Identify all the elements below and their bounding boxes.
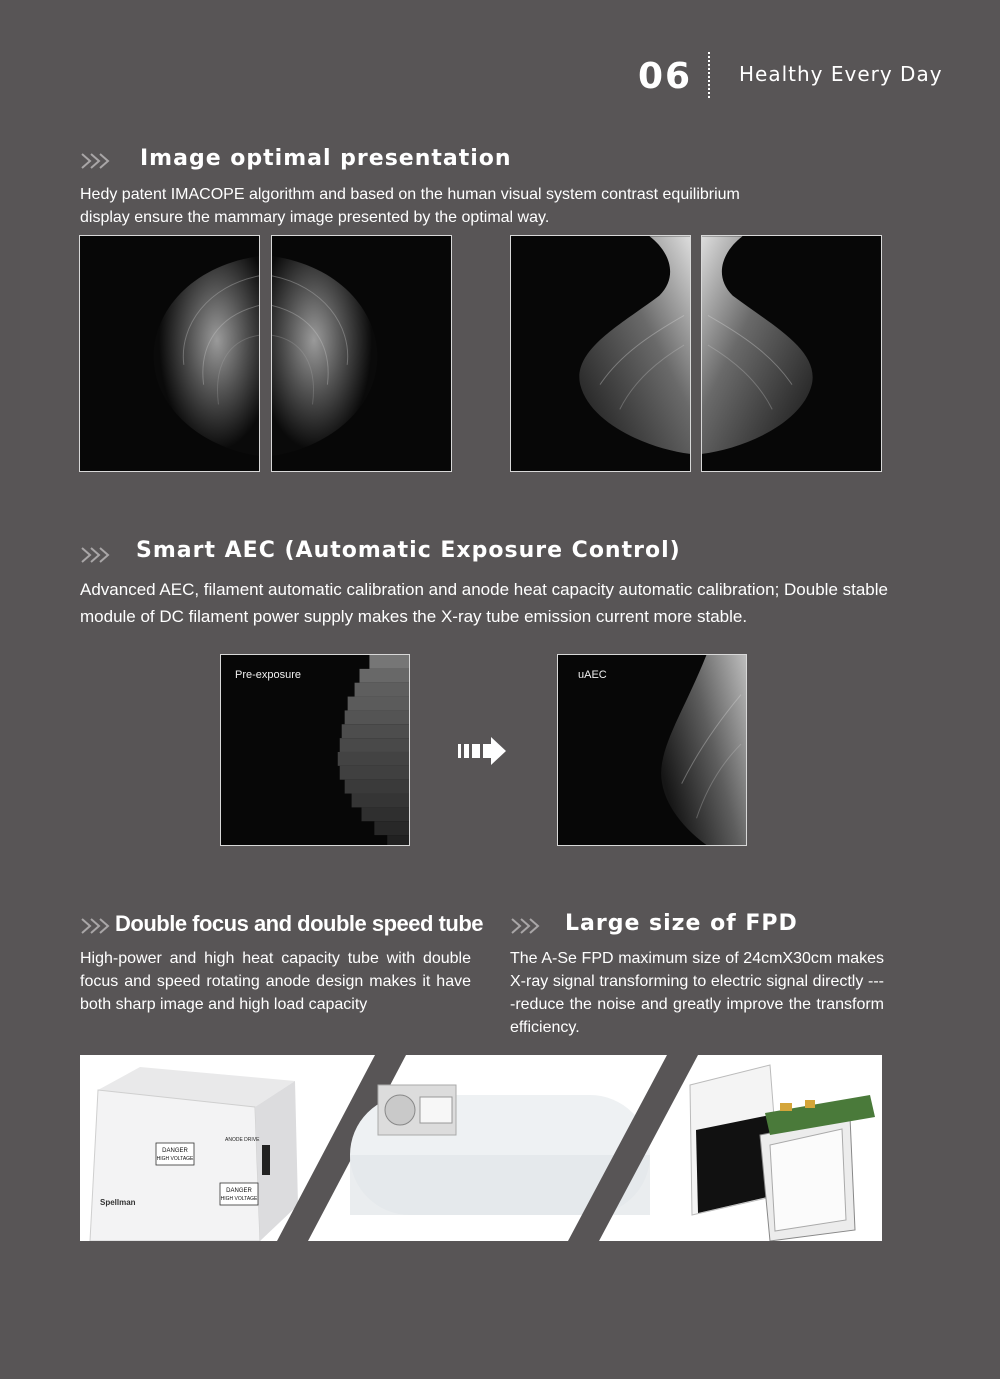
fpd-photo: [690, 1065, 875, 1241]
double-focus-text: High-power and high heat capacity tube with double focus and speed rotating anode design makes it have both sharp image and high load capacity: [80, 950, 471, 1013]
uaec-image: [557, 654, 747, 846]
smart-aec-text-1: Advanced AEC, filament automatic calibration and anode heat capacity automatic calibration; Double stable: [80, 580, 888, 599]
chevrons-icon: [80, 546, 112, 564]
image-presentation-text-1: Hedy patent IMACOPE algorithm and based on the human visual system contrast equilibrium: [80, 186, 740, 203]
mammogram-mlo-right: [701, 235, 882, 472]
pre-exposure-label: Pre-exposure: [235, 669, 302, 681]
page-number: 06: [638, 56, 693, 97]
arrow-right-icon: [457, 736, 507, 766]
mammogram-cc-left: [79, 235, 260, 472]
section-title-large-fpd: Large size of FPD: [565, 911, 798, 936]
header-divider: [708, 52, 710, 98]
anode-drive-label: ANODE DRIVE: [225, 1137, 260, 1143]
product-photo-strip: [80, 1055, 882, 1241]
danger-label-2: DANGER: [226, 1188, 252, 1194]
high-voltage-label-1: HIGH VOLTAGE: [156, 1156, 194, 1162]
chevrons-icon: [80, 917, 112, 935]
pre-exposure-image: [220, 654, 410, 846]
chevrons-icon: [80, 152, 112, 170]
section-title-smart-aec: Smart AEC (Automatic Exposure Control): [136, 538, 681, 563]
mammogram-cc-right: [271, 235, 452, 472]
smart-aec-text-2: module of DC filament power supply makes the X-ray tube emission current more stable.: [80, 607, 748, 626]
danger-label-1: DANGER: [162, 1148, 188, 1154]
header-title: Healthy Every Day: [739, 62, 943, 86]
mammogram-mlo-left: [510, 235, 691, 472]
chevrons-icon: [510, 917, 542, 935]
section-title-double-focus: Double focus and double speed tube: [115, 911, 484, 936]
spellman-logo: Spellman: [100, 1198, 136, 1207]
high-voltage-label-2: HIGH VOLTAGE: [220, 1196, 258, 1202]
generator-photo: [90, 1067, 298, 1241]
section-title-image-presentation: Image optimal presentation: [140, 146, 512, 171]
uaec-label: uAEC: [578, 669, 607, 681]
large-fpd-text: The A-Se FPD maximum size of 24cmX30cm makes X-ray signal transforming to electric signal directly ----reduce the noise and greatly improve the transform efficiency.: [510, 950, 884, 1036]
image-presentation-text-2: display ensure the mammary image presented by the optimal way.: [80, 209, 550, 226]
